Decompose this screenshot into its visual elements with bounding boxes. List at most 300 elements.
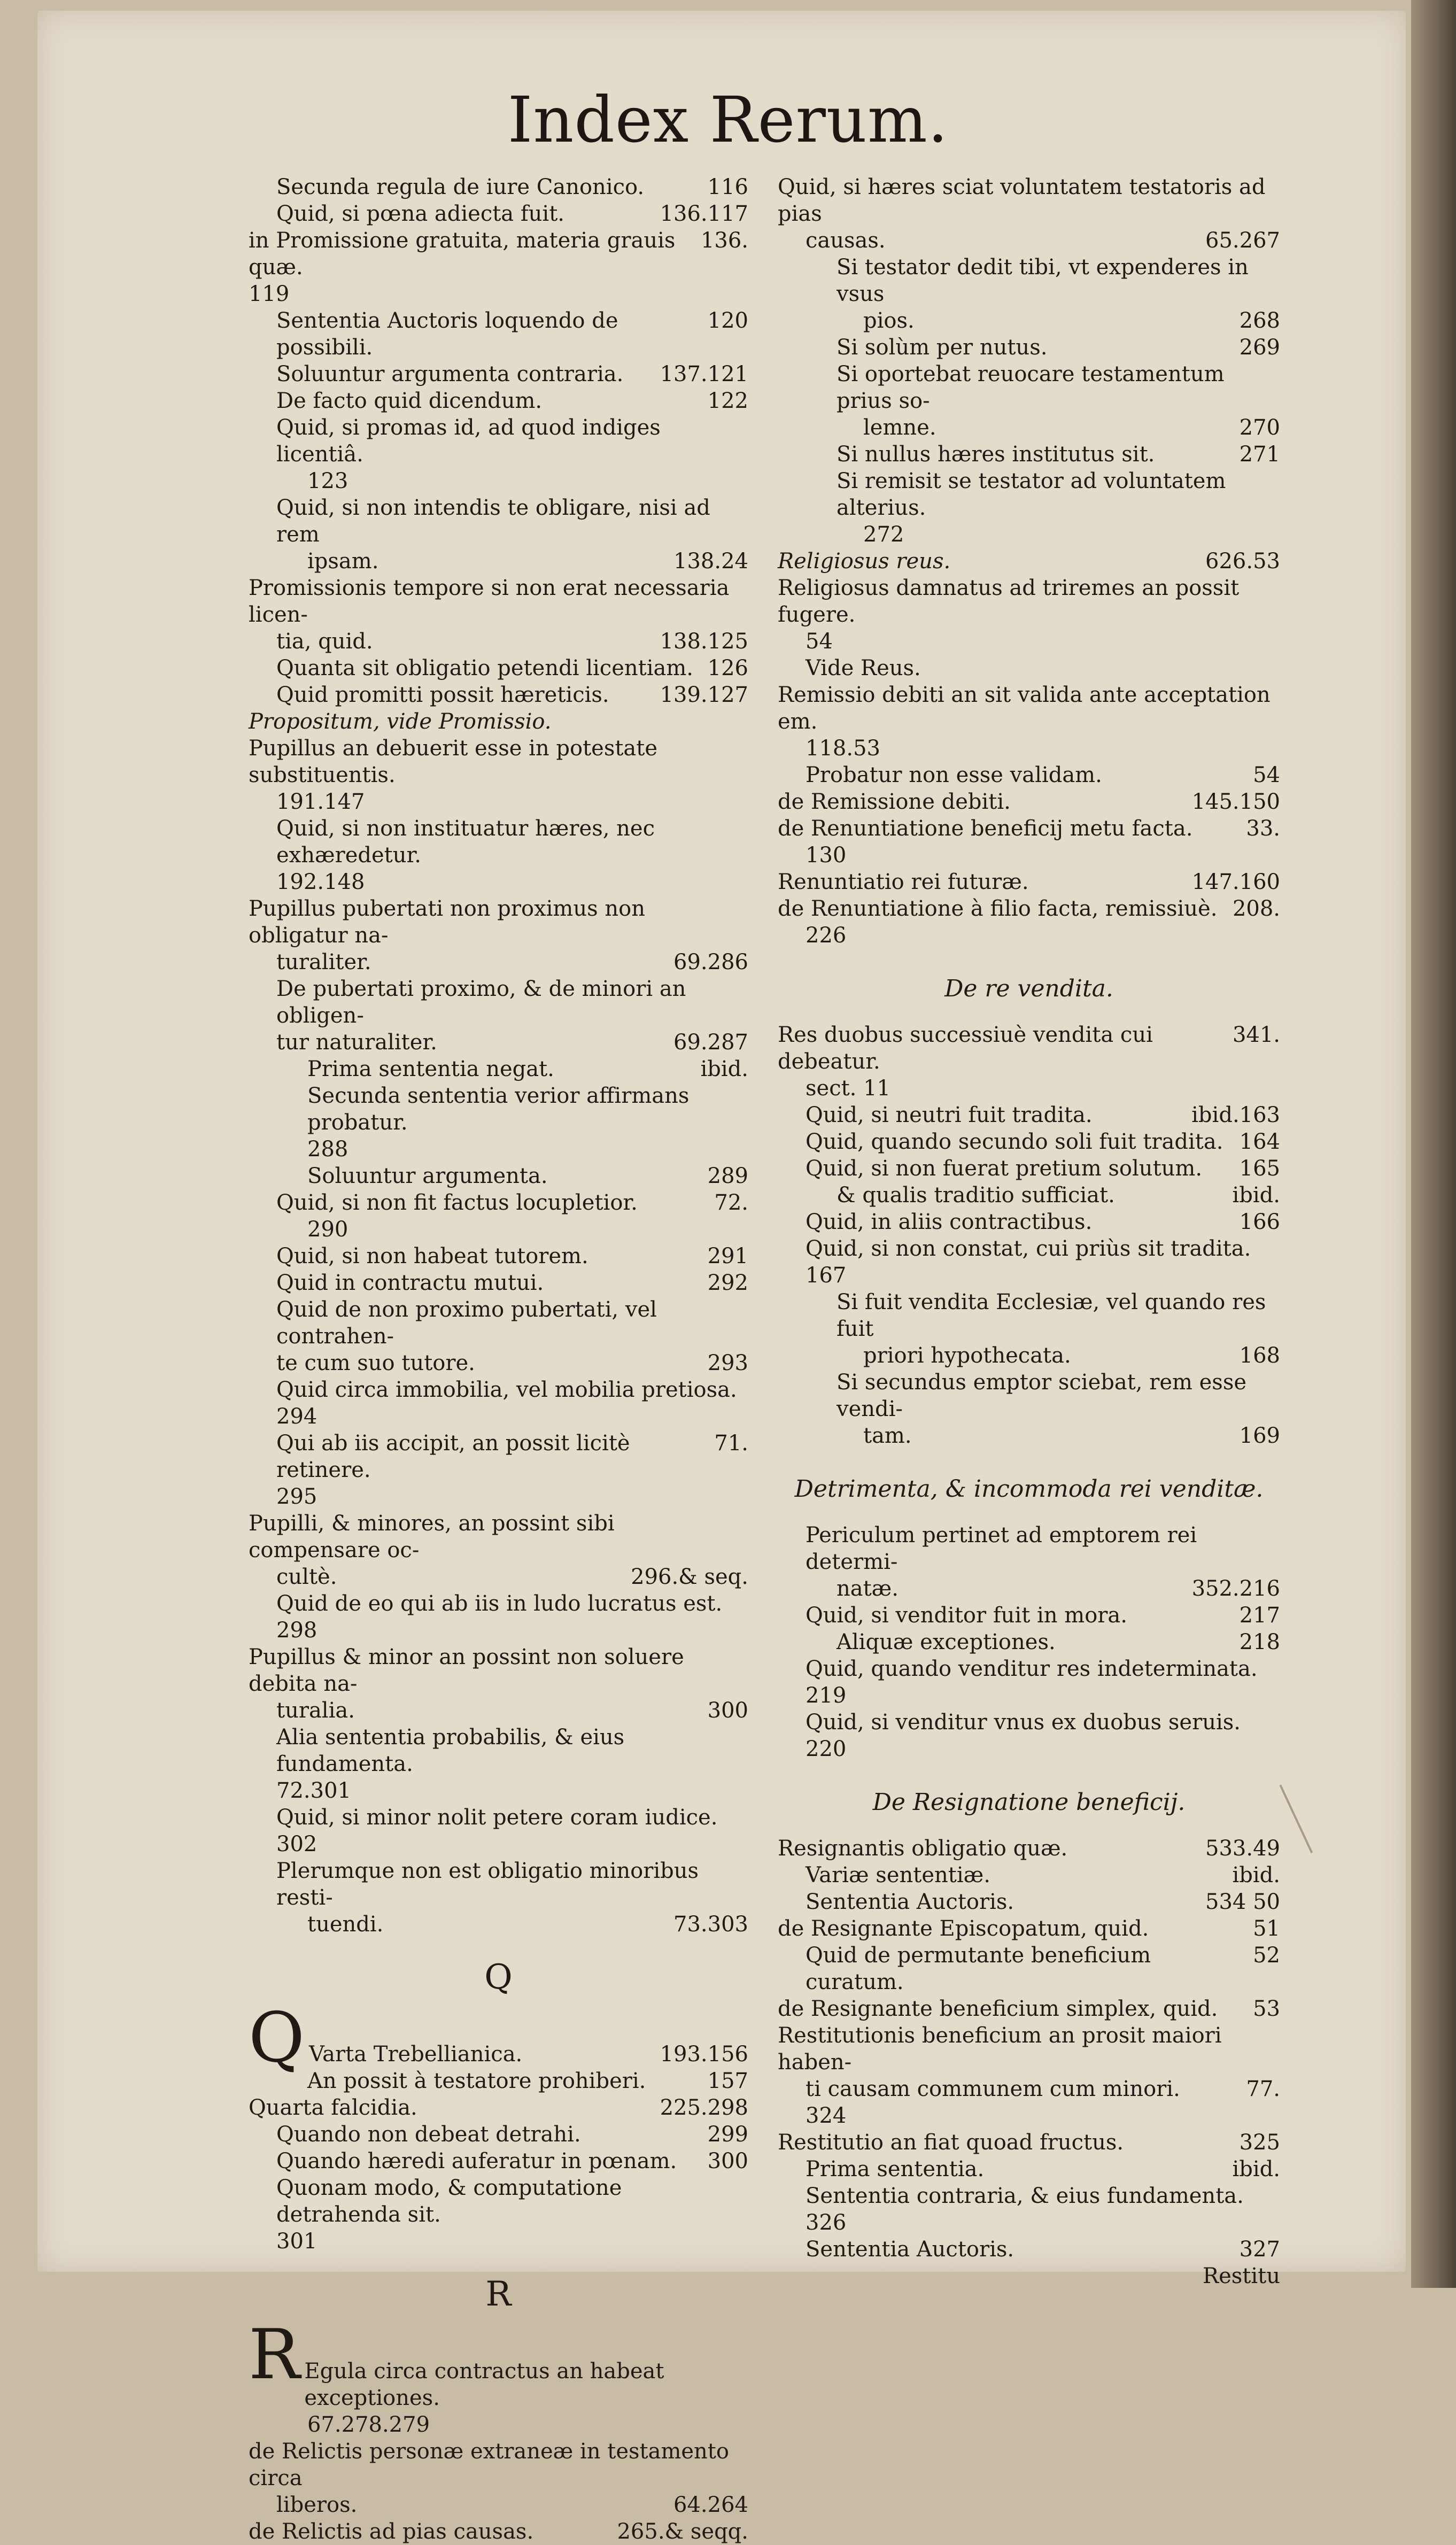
entry-reference: 138.24 [673, 549, 748, 574]
r-entries [249, 2315, 748, 2545]
entry-text: 326 [806, 2210, 847, 2235]
entry-text: natæ. [837, 1576, 899, 1601]
entry-reference: 269 [1239, 335, 1280, 360]
index-entry [249, 2175, 748, 2228]
index-entry [249, 1056, 748, 1082]
index-entry [249, 1644, 748, 1697]
entry-text: de Renuntiatione à filio facta, remissiuè. [778, 896, 1218, 921]
entry-text: Pupilli, & minores, an possint sibi compensare oc- [249, 1511, 615, 1562]
index-entry [778, 1835, 1280, 1862]
index-entry [249, 2518, 748, 2545]
index-entry [778, 842, 1280, 869]
entry-text: 301 [276, 2229, 317, 2254]
book-spine [1411, 0, 1456, 2288]
entry-text: te cum suo tutore. [276, 1351, 475, 1375]
index-entry [778, 1289, 1280, 1342]
entry-text: Quid, quando secundo soli fuit tradita. [806, 1130, 1223, 1154]
entry-text: An possit à testatore prohiberi. [307, 2069, 646, 2093]
index-entry [778, 334, 1280, 361]
index-entry [249, 361, 748, 388]
index-entry [778, 895, 1280, 922]
entry-text: 119 [249, 282, 290, 306]
entry-text: Quid de non proximo pubertati, vel contrahen- [276, 1297, 657, 1349]
index-entry [778, 2209, 1280, 2236]
entry-text: tam. [863, 1424, 912, 1448]
entry-reference: 136. [700, 228, 748, 253]
entry-reference: 293 [707, 1351, 748, 1375]
index-entry [249, 281, 748, 307]
section-letter-q: Q [484, 1958, 513, 1997]
entry-reference: 341. [1232, 1023, 1280, 1047]
entry-reference: 168 [1239, 1343, 1280, 1368]
entry-text: lemne. [863, 415, 936, 440]
entry-text: Plerumque non est obligatio minoribus resti- [276, 1859, 699, 1910]
entry-reference: 300 [707, 2149, 748, 2173]
entry-reference: 208. [1232, 896, 1280, 921]
entry-text: Restitutionis beneficium an prosit maiori haben- [778, 2023, 1222, 2075]
index-entry [778, 869, 1280, 895]
index-entry [778, 2129, 1280, 2156]
index-entry [778, 762, 1280, 788]
entry-reference: 169 [1239, 1424, 1280, 1448]
entry-text: Quid promitti possit hæreticis. [276, 683, 609, 707]
index-entry [778, 1602, 1280, 1629]
entry-text: Religiosus reus. [778, 549, 951, 574]
entry-text: Probatur non esse validam. [806, 763, 1102, 787]
index-entry [778, 1709, 1280, 1736]
index-entry [778, 1128, 1280, 1155]
entry-text: 324 [806, 2103, 847, 2128]
entry-text: Quid, si hæres sciat voluntatem testatoris ad pias [778, 175, 1266, 226]
index-entry [249, 2228, 748, 2255]
index-entry [778, 1522, 1280, 1575]
entry-text: pios. [863, 308, 915, 333]
index-entry [778, 521, 1280, 548]
index-entry [249, 2411, 748, 2438]
entry-reference: 292 [707, 1271, 748, 1295]
entry-text: de Relictis ad pias causas. [249, 2519, 534, 2544]
index-entry [778, 174, 1280, 227]
index-entry [249, 655, 748, 682]
entry-text: de Resignante Episcopatum, quid. [778, 1916, 1149, 1941]
entry-text: Quando non debeat detrahi. [276, 2122, 581, 2147]
entry-text: Quid in contractu mutui. [276, 1271, 544, 1295]
index-entry [249, 1029, 748, 1056]
entry-reference: 51 [1253, 1916, 1280, 1941]
entry-text: Quid, si neutri fuit tradita. [806, 1103, 1093, 1127]
q-entries [249, 1998, 748, 2255]
entry-reference: 116 [707, 175, 748, 199]
index-entry [249, 1163, 748, 1189]
index-entry [778, 1075, 1280, 1102]
index-entry [249, 2315, 748, 2411]
entry-reference: 265.& seqq. [617, 2519, 748, 2544]
index-entry [249, 1858, 748, 1911]
entry-reference: 69.287 [673, 1030, 748, 1055]
index-entry [778, 1102, 1280, 1128]
drop-cap: R [249, 2315, 300, 2395]
index-entry [249, 735, 748, 788]
entry-text: 220 [806, 1737, 847, 1761]
entry-text: Soluuntur argumenta. [307, 1164, 548, 1188]
entry-text: Quid, si venditor fuit in mora. [806, 1603, 1127, 1628]
entry-text: Resignantis obligatio quæ. [778, 1836, 1068, 1861]
entry-text: Si nullus hæres institutus sit. [837, 442, 1155, 467]
entry-reference: 271 [1239, 442, 1280, 467]
entry-text: Quid, si promas id, ad quod indiges licentiâ. [276, 415, 661, 467]
entry-reference: 52 [1253, 1943, 1280, 1968]
entry-text: Pupillus an debuerit esse in potestate substituentis. [249, 736, 658, 787]
entry-text: Variæ sententiæ. [806, 1863, 990, 1888]
index-entry [249, 1804, 748, 1831]
entry-text: Pupillus pubertati non proximus non obligatur na- [249, 896, 645, 948]
index-entry [249, 2148, 748, 2175]
index-entry [778, 922, 1280, 949]
entry-reference: 147.160 [1191, 870, 1280, 894]
entry-reference: 533.49 [1205, 1836, 1280, 1861]
index-entry [249, 1430, 748, 1483]
index-entry [778, 361, 1280, 414]
entry-reference: 289 [707, 1164, 748, 1188]
index-entry [778, 788, 1280, 815]
index-entry [249, 815, 748, 869]
entry-text: de Renuntiatione beneficij metu facta. [778, 816, 1193, 841]
entry-text: Si solùm per nutus. [837, 335, 1048, 360]
entry-text: Quid, si non constat, cui priùs sit tradita. [806, 1236, 1251, 1261]
entry-text: Secunda regula de iure Canonico. [276, 175, 645, 199]
entry-text: 288 [307, 1137, 348, 1162]
entry-text: Soluuntur argumenta contraria. [276, 362, 624, 386]
entry-text: Religiosus damnatus ad triremes an possit fugere. [778, 576, 1240, 627]
entry-text: Quid de eo qui ab iis in ludo lucratus est. [276, 1591, 723, 1616]
entry-reference: 296.& seq. [631, 1565, 748, 1589]
entry-text: 295 [276, 1484, 317, 1509]
index-entry [778, 1736, 1280, 1762]
left-entries [249, 174, 748, 1938]
index-entry [249, 1082, 748, 1136]
entry-text: 191.147 [276, 790, 365, 814]
right-column [778, 174, 1280, 2289]
index-entry [249, 1590, 748, 1617]
entry-text: Sententia Auctoris. [806, 1890, 1014, 1914]
entry-reference: 77. [1246, 2077, 1280, 2101]
entry-text: Propositum, vide Promissio. [249, 709, 552, 734]
index-entry [249, 1216, 748, 1243]
index-entry [778, 548, 1280, 575]
entry-reference: 53 [1253, 1997, 1280, 2021]
index-entry [778, 1022, 1280, 1075]
entry-text: Prima sententia. [806, 2157, 985, 2182]
index-entry [249, 1376, 748, 1403]
index-entry [778, 735, 1280, 762]
entry-reference: 139.127 [660, 683, 748, 707]
index-entry [249, 1136, 748, 1163]
index-entry [249, 2068, 748, 2094]
entry-text: Renuntiatio rei futuræ. [778, 870, 1029, 894]
index-entry [778, 1862, 1280, 1889]
index-entry [778, 1182, 1280, 1209]
entry-text: ti causam communem cum minori. [806, 2077, 1180, 2101]
entry-reference: 69.286 [673, 950, 748, 974]
entry-reference: 270 [1239, 415, 1280, 440]
page-title: Index Rerum. [507, 83, 949, 157]
entry-reference: 138.125 [660, 629, 748, 654]
entry-text: Periculum pertinet ad emptorem rei determi- [806, 1523, 1197, 1574]
entry-text: Quid, in aliis contractibus. [806, 1210, 1093, 1234]
entry-text: 167 [806, 1263, 847, 1288]
entry-text: De facto quid dicendum. [276, 389, 543, 413]
index-entry [249, 1296, 748, 1350]
index-entry [778, 1235, 1280, 1262]
catchword: Restitu [1202, 2264, 1280, 2288]
index-entry [249, 2492, 748, 2518]
entry-reference: 72. [714, 1190, 748, 1215]
entry-reference: 120 [707, 308, 748, 333]
entry-reference: 164 [1239, 1130, 1280, 1154]
index-entry [778, 468, 1280, 521]
index-entry [778, 414, 1280, 441]
entry-text: ipsam. [307, 549, 379, 574]
entry-reference: 352.216 [1191, 1576, 1280, 1601]
entry-reference: 325 [1239, 2130, 1280, 2155]
index-entry [778, 815, 1280, 842]
index-entry [249, 174, 748, 200]
index-entry [249, 1350, 748, 1376]
entry-text: Quid, si non intendis te obligare, nisi ad rem [276, 496, 710, 547]
index-entry [778, 1342, 1280, 1369]
entry-text: Vide Reus. [806, 656, 921, 680]
entry-reference: 291 [707, 1244, 748, 1268]
entry-text: de Resignante beneficium simplex, quid. [778, 1997, 1218, 2021]
index-entry [778, 1629, 1280, 1656]
entry-text: Aliquæ exceptiones. [837, 1630, 1056, 1654]
vendita-entries [778, 1022, 1280, 1449]
entry-text: 272 [863, 522, 904, 547]
entry-reference: 33. [1246, 816, 1280, 841]
entry-text: turaliter. [276, 950, 371, 974]
entry-text: in Promissione gratuita, materia grauis quæ. [249, 228, 676, 280]
entry-text: Alia sententia probabilis, & eius fundamenta. [276, 1725, 625, 1776]
index-entry [249, 949, 748, 976]
entry-reference: 300 [707, 1698, 748, 1723]
index-entry [249, 388, 748, 414]
index-entry [778, 307, 1280, 334]
index-entry [249, 1617, 748, 1644]
index-entry [249, 976, 748, 1029]
entry-text: 54 [806, 629, 833, 654]
index-entry [778, 1155, 1280, 1182]
entry-text: Restitutio an fiat quoad fructus. [778, 2130, 1124, 2155]
entry-reference: ibid. [1232, 2157, 1280, 2182]
index-entry [778, 1369, 1280, 1422]
entry-reference: 126 [707, 656, 748, 680]
entry-text: 118.53 [806, 736, 880, 761]
index-entry [778, 1656, 1280, 1682]
resignatione-entries [778, 1835, 1280, 2263]
entry-reference: 218 [1239, 1630, 1280, 1654]
index-entry [778, 682, 1280, 735]
index-entry [778, 655, 1280, 682]
entry-text: Quarta falcidia. [249, 2095, 417, 2120]
entry-reference: 136.117 [660, 202, 748, 226]
entry-reference: 157 [707, 2069, 748, 2093]
entry-reference: 534 50 [1205, 1890, 1280, 1914]
entry-reference: 165 [1239, 1156, 1280, 1181]
entry-reference: 299 [707, 2122, 748, 2147]
entry-text: Quid, si venditur vnus ex duobus seruis. [806, 1710, 1241, 1735]
index-entry [249, 1270, 748, 1296]
index-entry [249, 494, 748, 548]
entry-text: tia, quid. [276, 629, 373, 654]
index-entry [249, 788, 748, 815]
entry-reference: 122 [707, 389, 748, 413]
entry-text: 130 [806, 843, 847, 868]
index-entry [778, 1942, 1280, 1995]
index-entry [249, 1777, 748, 1804]
entry-text: 123 [307, 469, 348, 493]
index-entry [249, 548, 748, 575]
index-entry [249, 628, 748, 655]
entry-text: De pubertati proximo, & de minori an obligen- [276, 977, 686, 1028]
index-entry [249, 1243, 748, 1270]
entry-text: 219 [806, 1683, 847, 1708]
right-entries [778, 174, 1280, 949]
index-entry [249, 227, 748, 281]
index-entry [249, 682, 748, 708]
entry-text: Quanta sit obligatio petendi licentiam. [276, 656, 693, 680]
index-entry [778, 1422, 1280, 1449]
index-entry [249, 1998, 748, 2078]
index-entry [249, 1564, 748, 1590]
entry-text: cultè. [276, 1565, 337, 1589]
entry-reference: 626.53 [1205, 549, 1280, 574]
entry-reference: 64.264 [673, 2493, 748, 2517]
index-entry [249, 1403, 748, 1430]
index-entry [778, 1575, 1280, 1602]
index-entry [778, 1262, 1280, 1289]
index-entry [249, 2438, 748, 2492]
entry-text: Quid, si non fuerat pretium solutum. [806, 1156, 1203, 1181]
entry-text: 67.278.279 [307, 2412, 430, 2437]
entry-reference: 71. [714, 1431, 748, 1456]
index-entry [778, 575, 1280, 628]
entry-text: tuendi. [307, 1912, 384, 1937]
index-entry [249, 1510, 748, 1564]
entry-reference: 268 [1239, 308, 1280, 333]
entry-text: Secunda sententia verior affirmans probatur. [307, 1084, 690, 1135]
index-entry [778, 441, 1280, 468]
entry-reference: 137.121 [660, 362, 748, 386]
left-column [249, 174, 748, 2545]
index-entry [249, 2121, 748, 2148]
entry-text: 290 [307, 1217, 348, 1242]
entry-text: Prima sententia negat. [307, 1057, 554, 1081]
index-entry [249, 307, 748, 361]
index-entry [249, 1697, 748, 1724]
entry-reference: ibid. [1232, 1183, 1280, 1208]
index-entry [249, 1831, 748, 1858]
index-entry [778, 2183, 1280, 2209]
entry-reference: ibid. [1232, 1863, 1280, 1888]
entry-text: liberos. [276, 2493, 358, 2517]
index-entry [778, 2022, 1280, 2076]
entry-text: Qui ab iis accipit, an possit licitè retinere. [276, 1431, 630, 1482]
heading-de-resignatione: De Resignatione beneficij. [872, 1789, 1186, 1816]
entry-text: Quid, si non habeat tutorem. [276, 1244, 588, 1268]
index-entry [778, 227, 1280, 254]
entry-text: Si fuit vendita Ecclesiæ, vel quando res fuit [837, 1290, 1266, 1341]
entry-text: Remissio debiti an sit valida ante acceptation em. [778, 683, 1271, 734]
entry-text: 302 [276, 1832, 317, 1856]
entry-text: priori hypothecata. [863, 1343, 1071, 1368]
entry-reference: 225.298 [660, 2095, 748, 2120]
entry-text: 72.301 [276, 1778, 351, 1803]
heading-de-re-vendita: De re vendita. [944, 975, 1113, 1002]
entry-text: Quando hæredi auferatur in pœnam. [276, 2149, 677, 2173]
drop-cap: Q [249, 1998, 305, 2078]
entry-text: & qualis traditio sufficiat. [837, 1183, 1115, 1208]
entry-reference: ibid. [700, 1057, 748, 1081]
entry-text: Quid, si pœna adiecta fuit. [276, 202, 565, 226]
entry-text: Si testator dedit tibi, vt expenderes in vsus [837, 255, 1249, 306]
entry-reference: 166 [1239, 1210, 1280, 1234]
entry-text: Quid circa immobilia, vel mobilia pretiosa. [276, 1378, 737, 1402]
entry-text: Sententia contraria, & eius fundamenta. [806, 2184, 1244, 2208]
index-entry [778, 1209, 1280, 1235]
entry-text: Pupillus & minor an possint non soluere debita na- [249, 1645, 684, 1696]
index-entry [249, 575, 748, 628]
index-entry [249, 1483, 748, 1510]
entry-reference: 73.303 [673, 1912, 748, 1937]
entry-text: Sententia Auctoris loquendo de possibili. [276, 308, 618, 360]
index-entry [778, 2102, 1280, 2129]
index-entry [778, 1682, 1280, 1709]
index-entry [249, 1724, 748, 1777]
entry-text: Quid, quando venditur res indeterminata. [806, 1657, 1258, 1681]
heading-detrimenta: Detrimenta, & incommoda rei venditæ. [794, 1475, 1264, 1503]
index-entry [778, 2156, 1280, 2183]
index-entry [249, 1189, 748, 1216]
entry-reference: ibid.163 [1191, 1103, 1280, 1127]
index-entry [249, 200, 748, 227]
index-entry [249, 2094, 748, 2121]
entry-text: 298 [276, 1618, 317, 1643]
entry-text: de Remissione debiti. [778, 790, 1011, 814]
index-entry [778, 2236, 1280, 2263]
entry-text: Quid, si minor nolit petere coram iudice. [276, 1805, 718, 1830]
entry-text: turalia. [276, 1698, 355, 1723]
entry-text: 226 [806, 923, 847, 948]
entry-reference: 327 [1239, 2237, 1280, 2262]
entry-text: Quid, si non instituatur hæres, nec exhæredetur. [276, 816, 655, 868]
index-entry [778, 1915, 1280, 1942]
index-entry [249, 414, 748, 468]
entry-text: Si oportebat reuocare testamentum prius so- [837, 362, 1225, 413]
section-letter-r: R [485, 2275, 512, 2314]
index-entry [249, 468, 748, 494]
entry-text: Egula circa contractus an habeat exceptiones. [304, 2359, 664, 2410]
entry-text: Sententia Auctoris. [806, 2237, 1014, 2262]
index-entry [249, 895, 748, 949]
detrimenta-entries [778, 1522, 1280, 1762]
index-entry [778, 1889, 1280, 1915]
index-entry [778, 628, 1280, 655]
entry-text: Varta Trebellianica. [308, 2042, 523, 2067]
entry-text: Si secundus emptor sciebat, rem esse vendi- [837, 1370, 1247, 1421]
entry-text: causas. [806, 228, 886, 253]
index-entry [249, 1911, 748, 1938]
entry-text: Promissionis tempore si non erat necessaria licen- [249, 576, 730, 627]
